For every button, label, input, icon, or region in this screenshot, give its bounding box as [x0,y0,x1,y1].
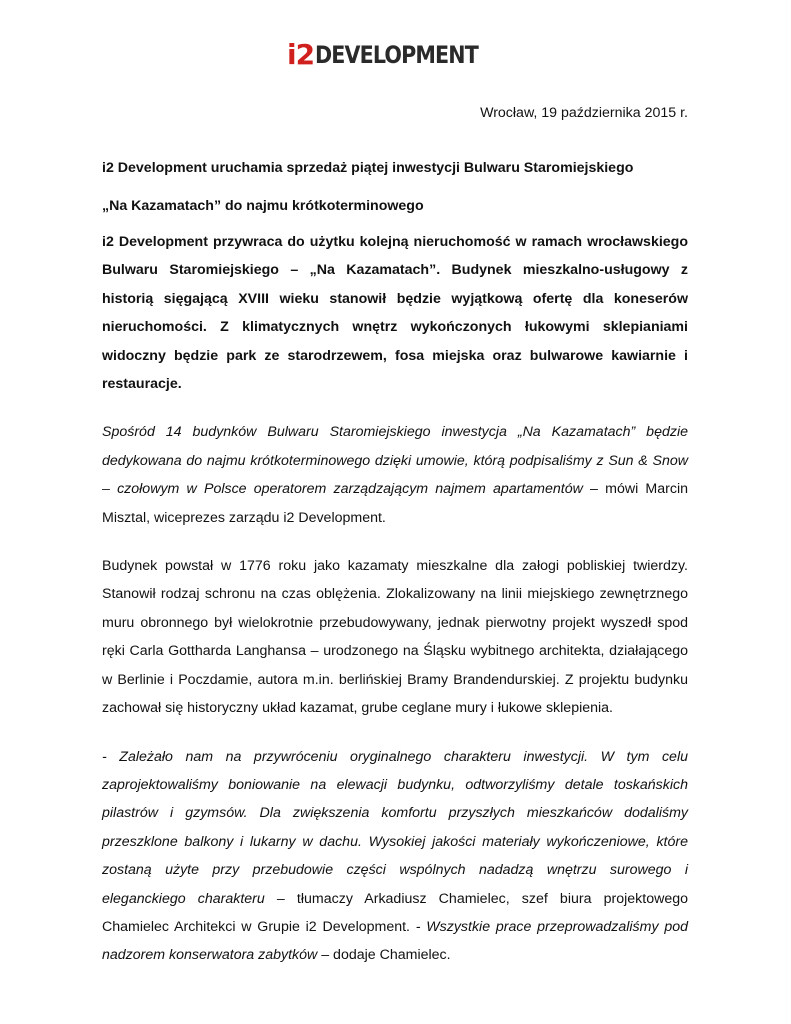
lead-paragraph: i2 Development przywraca do użytku kolejną nieruchomość w ramach wrocławskiego Bulwaru Staromiejskiego – „Na Kazamatach”. Budynek mieszkalno-usługowy z historią sięgającą XVIII wieku stanowił będzie wyjątkową ofertę dla koneserów nieruchomości. Z klimatycznych wnętrz wykończonych łukowymi sklepianiami widoczny będzie park ze starodrzewem, fosa miejska oraz bulwarowe kawiarnie i restauracje. [102,234,688,393]
headline-2: „Na Kazamatach” do najmu krótkoterminowego [102,198,424,214]
press-release-date: Wrocław, 19 października 2015 r. [480,105,688,121]
history-paragraph: Budynek powstał w 1776 roku jako kazamaty mieszkalne dla załogi pobliskiej twierdzy. Stanowił rodzaj schronu na czas oblężenia. Zlokalizowany na linii miejskiego zewnętrznego muru obronnego był wielokrotnie przebudowywany, jednak pierwotny projekt wyszedł spod ręki Carla Gottharda Langhansa – urodzonego na Śląsku wybitnego architekta, działającego w Berlinie i Poczdamie, autora m.in. berlińskiej Bramy Brandendurskiej. Z projektu budynku zachował się historyczny układ kazamat, grube ceglane mury i łukowe sklepienia. [102,558,688,717]
logo-mark: i2 [287,38,315,71]
quote-text-chamielec-2: - Wszystkie prace przeprowadzaliśmy pod nadzorem konserwatora zabytków [102,918,688,964]
quote-attribution-chamielec-2: – dodaje Chamielec. [317,947,451,964]
quote-paragraph-misztal [102,418,688,532]
press-release-body [102,158,688,970]
quote-attribution-chamielec-1: – tłumaczy Arkadiusz Chamielec, szef biura projektowego Chamielec Architekci w Grupie i2 Development. [102,890,688,935]
quote-paragraph-chamielec [102,743,688,970]
logo-text: DEVELOPMENT [315,41,479,69]
company-logo [287,39,505,71]
quote-attribution-misztal: – mówi Marcin Misztal, wiceprezes zarządu i2 Development. [102,481,688,526]
quote-text-chamielec-1: - Zależało nam na przywróceniu oryginalnego charakteru inwestycji. W tym celu zaprojektowaliśmy boniowanie na elewacji budynku, odtworzyliśmy detale toskańskich pilastrów i gzymsów. Dla zwiększenia komfortu przyszłych mieszkańców dodaliśmy przeszklone balkony i lukarny w dachu. Wysokiej jakości materiały wykończeniowe, które zostaną użyte przy przebudowie części wspólnych nadadzą wnętrzu surowego i eleganckiego charakteru [102,748,688,907]
quote-text-misztal: Spośród 14 budynków Bulwaru Staromiejskiego inwestycja „Na Kazamatach” będzie dedykowana do najmu krótkoterminowego dzięki umowie, którą podpisaliśmy z Sun & Snow – czołowym w Polsce operatorem zarządzającym najmem apartamentów [102,424,688,498]
headline-1: i2 Development uruchamia sprzedaż piątej inwestycji Bulwaru Staromiejskiego [102,160,634,176]
